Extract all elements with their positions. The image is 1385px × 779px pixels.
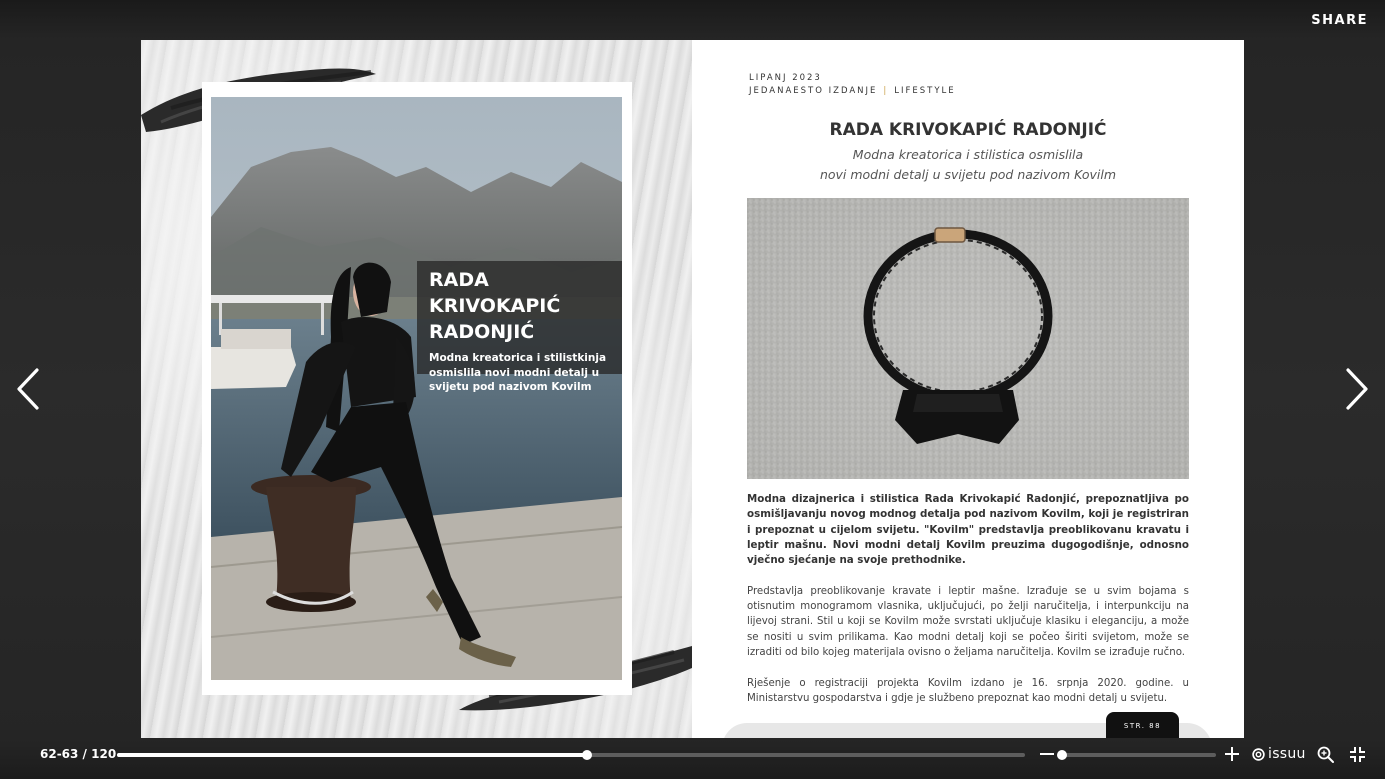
zoom-out-button[interactable] <box>1039 746 1055 762</box>
page-number-tag: STR. 88 <box>1106 712 1179 738</box>
search-icon <box>1317 746 1334 763</box>
search-button[interactable] <box>1317 746 1334 763</box>
chevron-right-icon <box>1342 366 1372 412</box>
magazine-spread[interactable] <box>141 40 1244 738</box>
issuu-wordmark: issuu <box>1268 746 1306 762</box>
article-lead: Modna dizajnerica i stilistica Rada Krivokapić Radonjić, prepoznatljiva po osmišljavanju novog modnog detalja pod nazivom Kovilm, koji je registriran i prepoznat u cijelom svijetu. "Kovilm" predstavlja preoblikovanu kravatu i leptir mašnu. Novi modni detalj Kovilm preuzima dugogodišnje, odnosno vječno sjećanje na svoje prethodnike. <box>747 493 1189 567</box>
article-subtitle-line-2: novi modni detalj u svijetu pod nazivom Kovilm <box>819 166 1117 182</box>
issuu-logo-icon <box>1252 748 1265 761</box>
kovilm-product-illustration <box>747 198 1189 479</box>
previous-page-button[interactable] <box>13 366 43 412</box>
issuu-brand-link[interactable] <box>1252 745 1306 763</box>
page-progress-fill <box>117 753 587 757</box>
caption-name: RADA KRIVOKAPIĆ RADONJIĆ <box>429 269 561 343</box>
photo-caption <box>417 261 622 393</box>
left-page <box>141 40 692 738</box>
plus-icon <box>1224 746 1240 762</box>
issue-date: LIPANJ 2023 <box>749 73 822 83</box>
page-indicator: 62-63 / 120 <box>40 747 117 761</box>
issue-meta <box>749 72 956 98</box>
product-photo <box>747 198 1189 479</box>
zoom-in-button[interactable] <box>1224 746 1240 762</box>
exit-fullscreen-icon <box>1349 746 1366 763</box>
issue-section: LIFESTYLE <box>894 86 956 96</box>
next-page-button[interactable] <box>1342 366 1372 412</box>
article-subtitle-line-1: Modna kreatorica i stilistica osmislila <box>852 147 1084 162</box>
right-page <box>692 40 1244 738</box>
article-title: RADA KRIVOKAPIĆ RADONJIĆ <box>829 120 1107 140</box>
page-progress-slider[interactable] <box>117 753 1025 757</box>
zoom-slider[interactable] <box>1062 753 1216 757</box>
chevron-left-icon <box>13 366 43 412</box>
issue-separator: | <box>883 86 889 96</box>
zoom-slider-handle[interactable] <box>1057 750 1067 760</box>
exit-fullscreen-button[interactable] <box>1349 746 1366 763</box>
article-paragraph-2: Rješenje o registraciji projekta Kovilm izdano je 16. srpnja 2020. godine. u Ministarstvu gospodarstva i gdje je službeno prepoznat kao modni detalj u svijetu. <box>747 678 1189 705</box>
minus-icon <box>1039 746 1055 762</box>
page-progress-handle[interactable] <box>582 750 592 760</box>
share-button[interactable]: SHARE <box>1311 13 1368 28</box>
issue-line <box>749 85 956 98</box>
caption-subtitle: Modna kreatorica i stilistkinja osmislila novi modni detalj u svijetu pod nazivom Kovilm <box>429 352 607 393</box>
issue-number: JEDANAESTO IZDANJE <box>749 86 878 96</box>
article-subtitle <box>692 145 1244 184</box>
article-paragraph-1: Predstavlja preoblikovanje kravate i leptir mašne. Izrađuje se u svim bojama s otisnutim monogramom vlasnika, uključujući, po želji naručitelja, i interpunkciju na lijevoj strani. Stil u koji se Kovilm može svrstati uključuje klasiku i eleganciju, a može se nositi u svim prilikama. Kao modni detalj koji se počeo širiti svijetom, može se izraditi od bilo kojeg materijala ovisno o željama naručitelja. Kovilm se izrađuje ručno. <box>747 586 1189 658</box>
